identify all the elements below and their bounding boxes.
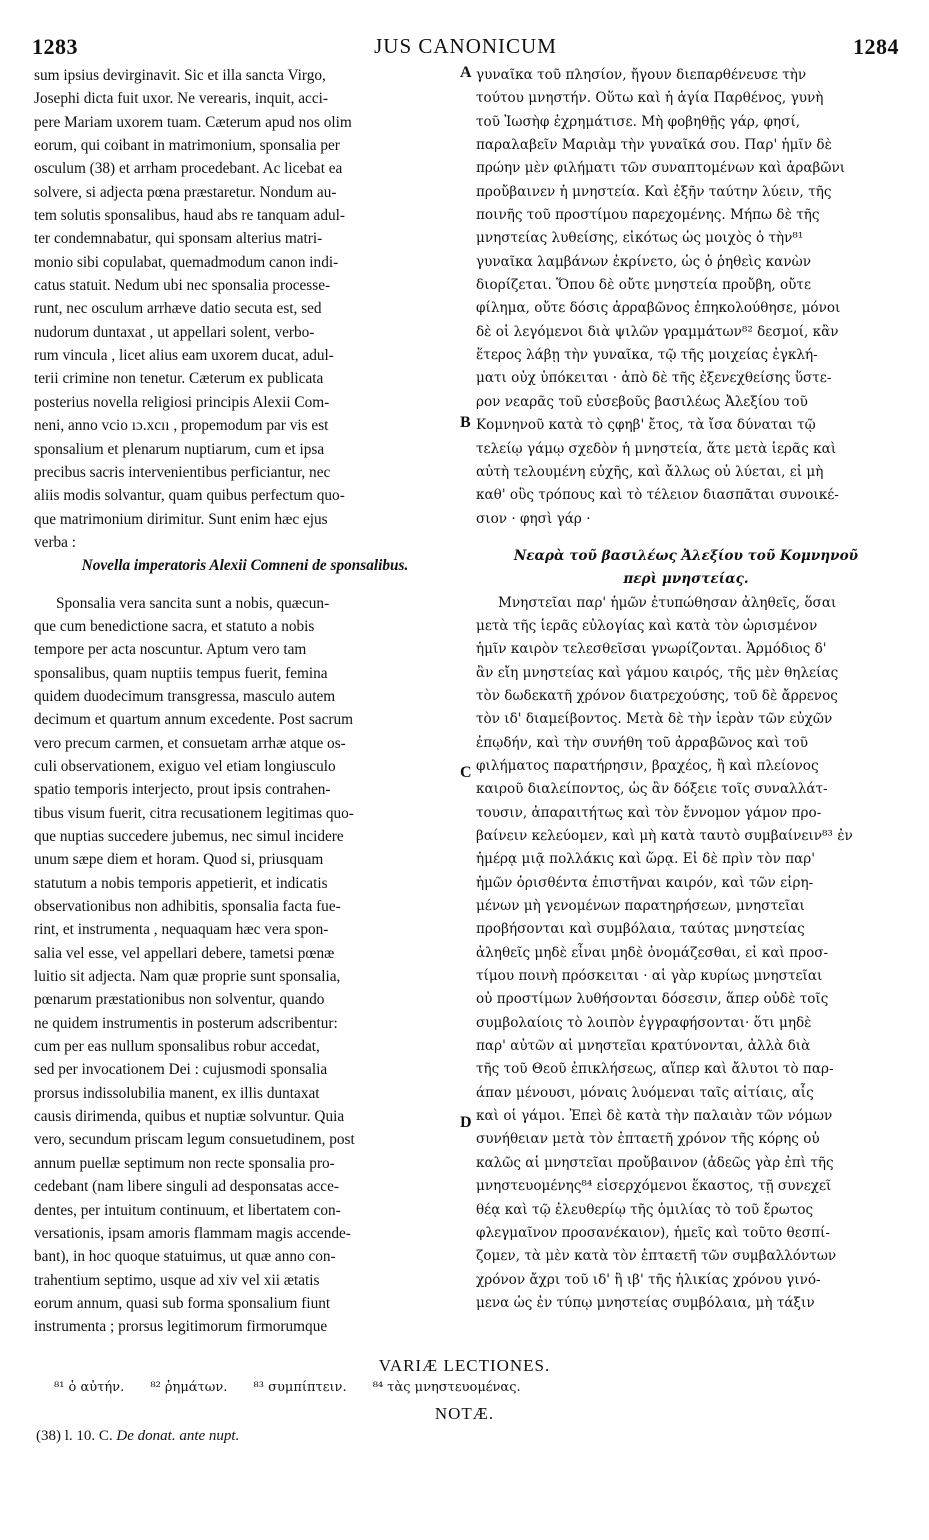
page-header — [32, 34, 899, 60]
greek-line — [476, 531, 896, 545]
latin-line: versationis, ipsam amoris flammam magis accende- — [34, 1224, 351, 1242]
latin-line: instrumenta ; prorsus legitimorum firmorumque — [34, 1318, 328, 1336]
latin-line: pere Mariam uxorem tuam. Cæterum apud nos olim — [34, 113, 352, 131]
greek-line: ἀληθεῖς μηδὲ εἶναι μηδὲ ὀνομάζεσθαι, εἰ καὶ προσ- — [476, 944, 829, 961]
latin-line: sponsalibus, quam nuptiis tempus fuerit, femina — [34, 664, 328, 682]
variant-82: ⁸² ῥημάτων. — [150, 1380, 228, 1395]
greek-line: φίλημα, οὔτε δόσις ἀρραβῶνος ἐπηκολούθησε, μόνοι — [476, 300, 841, 317]
right-page-number: 1284 — [853, 34, 899, 59]
latin-line: sed per invocationem Dei : cujusmodi sponsalia — [34, 1061, 328, 1079]
latin-line: catus statuit. Nedum ubi nec sponsalia processe- — [34, 277, 331, 295]
variant-83: ⁸³ συμπίπτειν. — [253, 1380, 347, 1395]
latin-line: cedebant (nam libere singuli ad desponsatas acce- — [34, 1178, 339, 1196]
greek-line: σιον · φησὶ γάρ · — [476, 510, 591, 527]
latin-line: que matrimonium dirimitur. Sunt enim hæc ejus — [34, 510, 328, 528]
latin-line: trahentium septimo, usque ad xiv vel xii ætatis — [34, 1271, 320, 1289]
marker-d: D — [460, 1114, 472, 1131]
latin-column — [34, 64, 456, 1339]
latin-line: causis dirimenda, quibus et nuptiæ solvuntur. Quia — [34, 1108, 345, 1126]
latin-line: Josephi dicta fuit uxor. Ne verearis, inquit, acci- — [34, 90, 328, 108]
latin-line: Novella imperatoris Alexii Comneni de sponsalibus. — [81, 557, 409, 575]
greek-line: τὸν ιδ' διαμείβοντος. Μετὰ δὲ τὴν ἱερὰν τῶν εὐχῶν — [476, 711, 833, 728]
greek-line: γυναῖκα λαμβάνων ἐκρίνετο, ὡς ὁ ῥηθεὶς κανὼν — [476, 253, 811, 270]
latin-line: ne quidem instrumentis in posterum adscribentur: — [34, 1014, 338, 1032]
latin-line: eorum, qui coibant in matrimonium, sponsalia per — [34, 137, 340, 155]
greek-line: καὶ οἱ γάμοι. Ἐπεὶ δὲ κατὰ τὴν παλαιὰν τῶν νόμων — [476, 1108, 833, 1125]
greek-line: μένων μὴ γενομένων παρατηρήσεων, μνηστεῖαι — [476, 898, 805, 915]
latin-line: vero precum carmen, et consuetam arrhæ atque os- — [34, 734, 346, 752]
left-page-number: 1283 — [32, 34, 78, 59]
latin-line: vero, secundum priscam legum consuetudinem, post — [34, 1131, 355, 1149]
latin-line: spatio temporis interjecto, prout ipsis contrahen- — [34, 781, 331, 799]
greek-line: τοῦ Ἰωσὴφ ἐχρημάτισε. Μὴ φοβηθῇς γάρ, φησί, — [476, 113, 801, 130]
greek-line: φλεγμαῖνον προσανέκαιον), ἡμεῖς καὶ τοῦτο θεσπί- — [476, 1224, 830, 1241]
latin-line: que cum benedictione sacra, et statuto a nobis — [34, 617, 315, 635]
greek-line: ματι οὐχ ὑπόκειται · ἀπὸ δὲ τῆς ἐξενεχθείσης ὕστε- — [476, 370, 832, 387]
greek-line: μνηστείας λυθείσης, εἰκότως ὡς μοιχὸς ὁ τὴν⁸¹ — [476, 230, 804, 247]
greek-column — [476, 64, 896, 1315]
latin-line: observationibus non adhibitis, sponsalia facta fue- — [34, 898, 341, 916]
note-text: De donat. ante nupt. — [116, 1428, 240, 1444]
greek-line: μενα ὡς ἐν τύπῳ μνηστείας συμβόλαια, μὴ τάξιν — [476, 1294, 815, 1311]
latin-line: salia vel esse, vel appellari debere, tametsi pœnæ — [34, 944, 335, 962]
greek-line: αὐτὴ τελουμένη εὐχῆς, καὶ ἄλλως οὐ λύεται, εἰ μὴ — [476, 463, 824, 480]
latin-line: statutum a nobis temporis appetierit, et indicatis — [34, 874, 328, 892]
greek-line: συμβολαίοις τὸ λοιπὸν ἐγγραφήσονται· ὅτι μηδὲ — [476, 1014, 812, 1031]
greek-line: ποινῆς τοῦ προστίμου παρεχομένης. Μήπω δὲ τῆς — [476, 207, 820, 224]
latin-line: culi observationem, exiguo vel etiam longiusculo — [34, 757, 336, 775]
latin-line: que nuptias succedere jubemus, nec simul incidere — [34, 828, 344, 845]
latin-line: unum sæpe diem et horam. Quod si, priusquam — [34, 851, 324, 869]
latin-line: monio sibi copulabat, quemadmodum canon indi- — [34, 253, 339, 271]
latin-line: rum vincula , licet alius eam uxorem ducat, adul- — [34, 347, 334, 365]
greek-line: ἕτερος λάβῃ τὴν γυναῖκα, τῷ τῆς μοιχείας ἐγκλή- — [476, 347, 818, 364]
latin-line: ter condemnabatur, qui sponsam alterius matri- — [34, 230, 323, 248]
notae-title: NOTÆ. — [434, 1404, 495, 1423]
latin-line: neni, anno vcio ıɔ.xcıı , propemodum par vis est — [34, 417, 329, 435]
greek-line: καιροῦ διαλείποντος, ὡς ἂν δόξειε τοῖς συναλλάτ- — [476, 781, 828, 798]
latin-line: sponsalium et plenarum nuptiarum, cum et ipsa — [34, 440, 325, 458]
latin-line: luitio sit adjecta. Nam quæ proprie sunt sponsalia, — [34, 968, 341, 986]
note-38 — [34, 1428, 895, 1450]
latin-line: aliis modis solvantur, quam quibus perfectum quo- — [34, 487, 345, 505]
latin-line: cum per eas nullum sponsalibus robur accedat, — [34, 1038, 320, 1056]
greek-line: Κομνηνοῦ κατὰ τὸ ςφηβ' ἔτος, τὰ ἴσα δύναται τῷ — [476, 417, 816, 434]
greek-line: παραλαβεῖν Μαριὰμ τὴν γυναῖκά σου. Παρ' ἡμῖν δὲ — [476, 137, 832, 154]
greek-line: μνηστευομένης⁸⁴ εἰσερχόμενοι ἕκαστος, τῇ συνεχεῖ — [476, 1178, 832, 1195]
latin-line: sum ipsius devirginavit. Sic et illa sancta Virgo, — [34, 67, 326, 84]
note-ref: (38) l. 10. C. — [36, 1428, 113, 1444]
latin-line: posterius novella religiosi principis Alexii Com- — [34, 393, 330, 411]
greek-line: βαίνειν κελεύομεν, καὶ μὴ κατὰ ταυτὸ συμβαίνειν⁸³ ἐν — [476, 828, 853, 844]
greek-line: διορίζεται. Ὅπου δὲ οὔτε μνηστεία προὔβη, οὔτε — [476, 277, 811, 294]
latin-line: solvere, si adjecta pœna præstaretur. Nondum au- — [34, 183, 337, 201]
greek-line: τῆς τοῦ Θεοῦ ἐπικλήσεως, αἵπερ καὶ ἄλυτοι τὸ παρ- — [476, 1061, 834, 1078]
variant-84: ⁸⁴ τὰς μνηστευομένας. — [372, 1380, 521, 1395]
latin-line: runt, nec osculum arrhæve datio secuta est, sed — [34, 300, 322, 318]
running-title: JUS CANONICUM — [374, 34, 557, 58]
greek-line: γυναῖκα τοῦ πλησίον, ἤγουν διεπαρθένευσε τὴν — [476, 67, 807, 83]
greek-line: ἡμῖν καιρὸν τελεσθεῖσαι γνωρίζονται. Ἁρμόδιος δ' — [476, 641, 827, 658]
greek-line: ἐπῳδήν, καὶ τὴν συνήθη τοῦ ἀρραβῶνος καὶ τοῦ — [476, 734, 808, 751]
latin-line: decimum et quartum annum excedente. Post sacrum — [34, 711, 354, 729]
greek-line: οὐ προστίμων λυθήσονται δόσεσιν, ἅπερ οὐδὲ τοῖς — [476, 991, 829, 1008]
greek-line: προὔβαινεν ἡ μνηστεία. Καὶ ἐξῆν ταύτην λύειν, τῆς — [476, 183, 832, 200]
latin-line: terii crimine non tenetur. Cæterum ex publicata — [34, 370, 324, 388]
latin-line: verba : — [34, 533, 77, 551]
greek-line: Νεαρὰ τοῦ βασιλέως Ἀλεξίου τοῦ Κομνηνοῦ — [513, 547, 859, 564]
latin-line: quidem duodecimum transgressa, masculo autem — [34, 687, 336, 705]
latin-line: prorsus indissolubilia manent, ex illis duntaxat — [34, 1084, 320, 1102]
latin-line: bant), in hoc quoque statuimus, ut quæ anno con- — [34, 1248, 336, 1266]
variae-lectiones — [34, 1380, 895, 1404]
latin-line — [34, 578, 456, 592]
greek-line: πρώην μὲν φιλήματι τῶν συναπτομένων καὶ ἀραβῶνι — [476, 160, 846, 177]
latin-line: rint, et instrumenta , nequaquam hæc vera spon- — [34, 921, 329, 939]
variant-81: ⁸¹ ὁ αὐτήν. — [54, 1380, 125, 1395]
latin-line: dentes, per intuitum continuum, et libertatem con- — [34, 1201, 341, 1219]
latin-line: tibus visum fuerit, citra recusationem legitimas quo- — [34, 804, 354, 822]
latin-line: nudorum duntaxat , ut appellari solent, verbo- — [34, 323, 315, 341]
greek-line: μετὰ τῆς ἱερᾶς εὐλογίας καὶ κατὰ τὸν ὡρισμένον — [476, 617, 818, 634]
greek-line: τούτου μνηστήν. Οὕτω καὶ ἡ ἁγία Παρθένος, γυνὴ — [476, 90, 824, 107]
latin-line: Sponsalia vera sancita sunt a nobis, quæcun- — [56, 594, 330, 612]
greek-line: προβήσονται καὶ συμβόλαια, ταύτας μνηστείας — [476, 921, 805, 938]
greek-line: Μνηστεῖαι παρ' ἡμῶν ἐτυπώθησαν ἀληθεῖς, ὅσαι — [498, 594, 837, 611]
marker-b: B — [460, 414, 471, 431]
greek-line: άπαν μένουσι, μόναις λυόμεναι ταῖς αἰτίαις, αἷς — [476, 1084, 814, 1101]
greek-line: συνήθειαν μετὰ τὸν ἑπταετῆ χρόνον τῆς κόρης οὐ — [476, 1131, 820, 1148]
greek-line: ἂν εἴη μνηστείας καὶ γάμου καιρός, τῆς μὲν θηλείας — [476, 664, 839, 681]
latin-line: precibus sacris intervenientibus perficiantur, nec — [34, 463, 331, 481]
greek-line: παρ' αὐτῶν αἱ μνηστεῖαι κρατύνονται, ἀλλὰ διὰ — [476, 1038, 811, 1055]
greek-line: ζομεν, τὰ μὲν κατὰ τὸν ἑπταετῆ τῶν συμβαλλόντων — [476, 1248, 837, 1265]
latin-line: eorum annum, quasi sub forma sponsalium fiunt — [34, 1294, 331, 1312]
greek-line: φιλήματος παρατήρησιν, βραχέος, ἢ καὶ πλείονος — [476, 757, 819, 774]
greek-line: θέᾳ καὶ τῷ ἐλευθερίῳ τῆς ὁμιλίας τὸ τοῦ ἔρωτος — [476, 1201, 814, 1218]
marker-c: C — [460, 764, 472, 781]
latin-line: annum puellæ septimum non recte sponsalia pro- — [34, 1154, 335, 1172]
greek-line: ἡμῶν ὁρισθέντα ἐπιστῆναι καιρόν, καὶ τῶν εἰρη- — [476, 874, 814, 891]
greek-line: τὸν δωδεκατῆ χρόνον διατρεχούσης, τοῦ δὲ ἄρρενος — [476, 687, 838, 704]
greek-line: χρόνον ἄχρι τοῦ ιδ' ἢ ιβ' τῆς ἡλικίας χρόνου γινό- — [476, 1271, 821, 1288]
latin-line: tempore per acta noscuntur. Aptum vero tam — [34, 641, 307, 659]
greek-line: δὲ οἱ λεγόμενοι διὰ ψιλῶν γραμμάτων⁸² δεσμοί, κἂν — [476, 323, 839, 340]
greek-line: καθ' οὓς τρόπους καὶ τὸ τέλειον διασπᾶται συνοικέ- — [476, 487, 839, 504]
marker-a: A — [460, 64, 472, 81]
latin-line: tem solutis sponsalibus, haud abs re tanquam adul- — [34, 207, 345, 225]
greek-line: τελείῳ γάμῳ σχεδὸν ἡ μνηστεία, ἅτε μετὰ ἱερᾶς καὶ — [476, 440, 837, 457]
greek-line: καλῶς αἱ μνηστεῖαι προὔβαινον (ἀδεῶς γὰρ ἐπὶ τῆς — [476, 1154, 834, 1171]
greek-line: τίμου ποινὴ πρόσκειται · αἱ γὰρ κυρίως μνηστεῖαι — [476, 968, 823, 985]
latin-line: osculum (38) et arrham procedebant. Ac licebat ea — [34, 160, 343, 178]
footnotes — [34, 1356, 895, 1450]
greek-line: ἡμέρᾳ μιᾷ πολλάκις καὶ ὥρᾳ. Εἰ δὲ πρὶν τὸν παρ' — [476, 851, 816, 868]
greek-line: ρον νεαρᾶς τοῦ εὐσεβοῦς βασιλέως Ἀλεξίου τοῦ — [476, 393, 808, 410]
greek-line: περὶ μνηστείας. — [623, 571, 749, 588]
variae-title: VARIÆ LECTIONES. — [378, 1356, 551, 1375]
latin-line: pœnarum præstationibus non solventur, quando — [34, 991, 325, 1009]
greek-line: τουσιν, ἀπαραιτήτως καὶ τὸν ἔννομον γάμον προ- — [476, 804, 822, 821]
